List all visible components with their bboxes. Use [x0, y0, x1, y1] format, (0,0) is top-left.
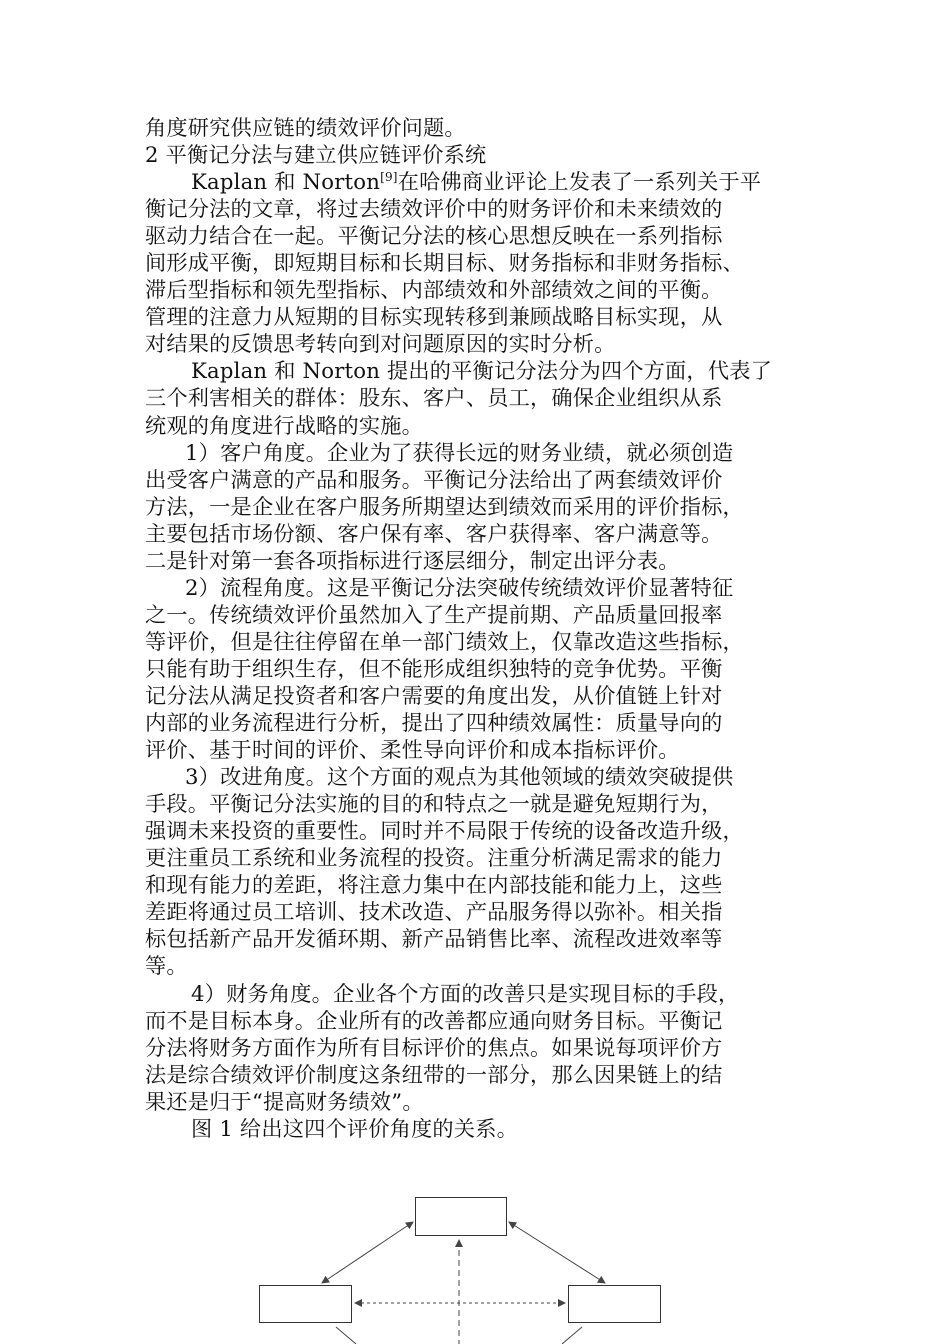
text-line: 管理的注意力从短期的目标实现转移到兼顾战略目标实现，从	[145, 304, 723, 330]
text-line: 标包括新产品开发循环期、新产品销售比率、流程改进效率等	[145, 926, 723, 952]
text-line: 驱动力结合在一起。平衡记分法的核心思想反映在一系列指标	[145, 223, 723, 249]
text-line: 更注重员工系统和业务流程的投资。注重分析满足需求的能力	[145, 845, 723, 871]
text-line: 衡记分法的文章，将过去绩效评价中的财务评价和未来绩效的	[145, 196, 723, 222]
text-line: 记分法从满足投资者和客户需要的角度出发，从价值链上针对	[145, 682, 723, 708]
text-line: 果还是归于“提高财务绩效”。	[145, 1088, 424, 1114]
text-line: 和现有能力的差距，将注意力集中在内部技能和能力上，这些	[145, 872, 723, 898]
text-fragment: Kaplan 和 Norton	[191, 169, 381, 195]
text-line: 对结果的反馈思考转向到对问题原因的实时分析。	[145, 331, 616, 357]
text-line: 而不是目标本身。企业所有的改善都应通向财务目标。平衡记	[145, 1007, 723, 1033]
text-line: 等评价，但是往往停留在单一部门绩效上，仅靠改造这些指标，	[145, 628, 744, 654]
text-line: 1）客户角度。企业为了获得长远的财务业绩，就必须创造	[185, 439, 734, 465]
section-heading: 2 平衡记分法与建立供应链评价系统	[145, 142, 487, 168]
diagram-box-top	[415, 1197, 507, 1236]
text-line: 只能有助于组织生存，但不能形成组织独特的竞争优势。平衡	[145, 655, 723, 681]
text-line: 4）财务角度。企业各个方面的改善只是实现目标的手段，	[191, 980, 740, 1006]
text-line: 之一。传统绩效评价虽然加入了生产提前期、产品质量回报率	[145, 601, 723, 627]
text-line: 方法，一是企业在客户服务所期望达到绩效而采用的评价指标，	[145, 493, 744, 519]
text-fragment: 在哈佛商业评论上发表了一系列关于平	[397, 169, 762, 195]
text-line: 评价、基于时间的评价、柔性导向评价和成本指标评价。	[145, 737, 680, 763]
text-line: 手段。平衡记分法实施的目的和特点之一就是避免短期行为，	[145, 791, 723, 817]
citation-ref: [9]	[380, 170, 398, 185]
text-line: Kaplan 和 Norton 提出的平衡记分法分为四个方面，代表了	[191, 358, 772, 384]
text-line: 内部的业务流程进行分析，提出了四种绩效属性：质量导向的	[145, 710, 723, 736]
text-line: 三个利害相关的群体：股东、客户、员工，确保企业组织从系	[145, 385, 723, 411]
text-line: 出受客户满意的产品和服务。平衡记分法给出了两套绩效评价	[145, 466, 723, 492]
figure-reference: 图 1 给出这四个评价角度的关系。	[191, 1115, 518, 1141]
text-line: 二是针对第一套各项指标进行逐层细分，制定出评分表。	[145, 547, 680, 573]
text-line: 等。	[145, 953, 188, 979]
text-line: 强调未来投资的重要性。同时并不局限于传统的设备改造升级，	[145, 818, 744, 844]
connector-top-right	[509, 1222, 605, 1283]
text-line: 统观的角度进行战略的实施。	[145, 412, 424, 438]
connector-right-bottom	[562, 1327, 582, 1344]
connector-top-left	[322, 1222, 413, 1283]
diagram-box-left	[259, 1285, 352, 1323]
text-line: 法是综合绩效评价制度这条纽带的一部分，那么因果链上的结	[145, 1061, 723, 1087]
connector-left-bottom	[336, 1327, 356, 1344]
diagram-box-right	[568, 1285, 661, 1323]
text-line: 滞后型指标和领先型指标、内部绩效和外部绩效之间的平衡。	[145, 277, 723, 303]
text-line: 角度研究供应链的绩效评价问题。	[145, 115, 466, 140]
text-line: 2）流程角度。这是平衡记分法突破传统绩效评价显著特征	[185, 574, 734, 600]
text-line	[145, 168, 823, 195]
text-line: 差距将通过员工培训、技术改造、产品服务得以弥补。相关指	[145, 899, 723, 925]
text-line: 间形成平衡，即短期目标和长期目标、财务指标和非财务指标、	[145, 250, 744, 276]
text-line: 主要包括市场份额、客户保有率、客户获得率、客户满意等。	[145, 520, 723, 546]
body-text	[145, 114, 823, 1142]
text-line: 3）改进角度。这个方面的观点为其他领域的绩效突破提供	[185, 764, 734, 790]
text-line: 分法将财务方面作为所有目标评价的焦点。如果说每项评价方	[145, 1034, 723, 1060]
